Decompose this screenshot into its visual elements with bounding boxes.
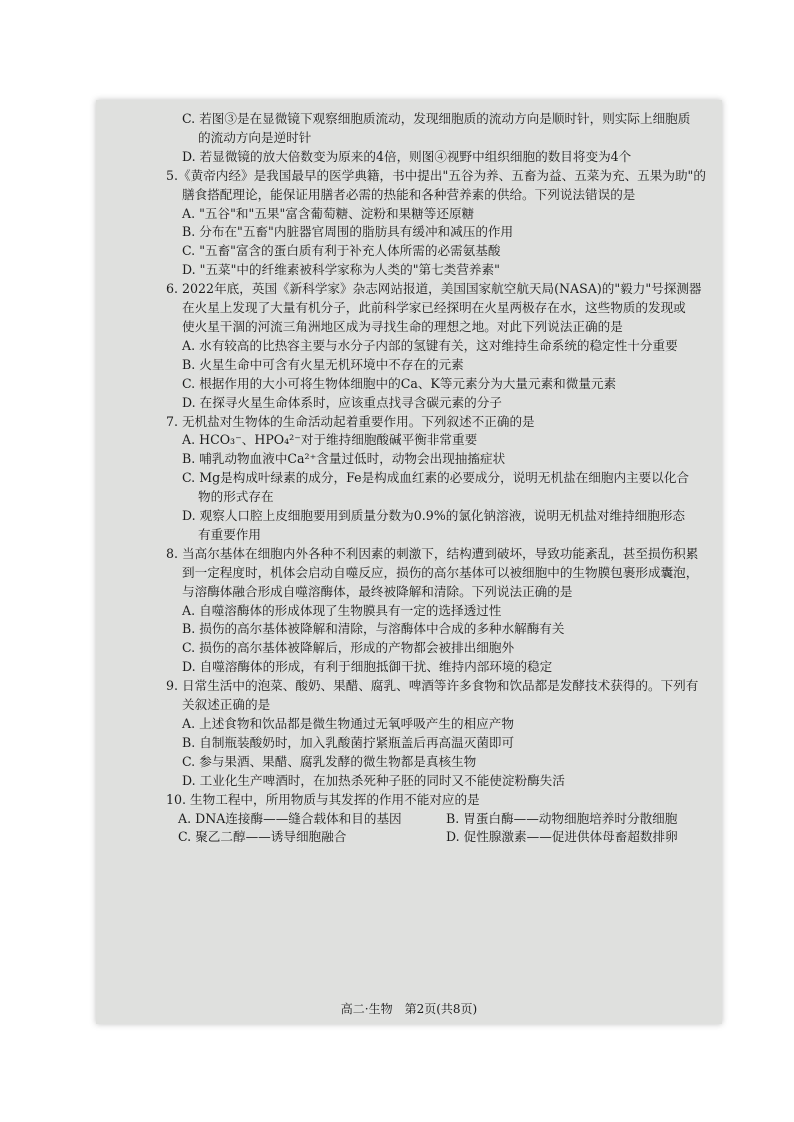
text-line: C. 若图③是在显微镜下观察细胞质流动，发现细胞质的流动方向是顺时针，则实际上细胞质 — [182, 111, 691, 126]
text-line: D. 工业化生产啤酒时，在加热杀死种子胚的同时又不能使淀粉酶失活 — [182, 772, 565, 788]
text-line: 与溶酶体融合形成自噬溶酶体，最终被降解和清除。下列说法正确的是 — [182, 583, 573, 599]
text-line: 5.《黄帝内经》是我国最早的医学典籍，书中提出"五谷为养、五畜为益、五菜为充、五果为助"的 — [166, 167, 706, 183]
option-left: A. DNA连接酶——缝合载体和目的基因 — [178, 810, 402, 826]
text-line: 10. 生物工程中，所用物质与其发挥的作用不能对应的是 — [166, 791, 480, 807]
page-footer: 高二·生物 第2页(共8页) — [340, 1002, 478, 1016]
text-line: A. 水有较高的比热容主要与水分子内部的氢键有关，这对维持生命系统的稳定性十分重要 — [182, 337, 678, 353]
text-line: B. 火星生命中可含有火星无机环境中不存在的元素 — [182, 356, 464, 372]
text-line: D. 在探寻火星生命体系时，应该重点找寻含碳元素的分子 — [182, 394, 502, 410]
text-line: A. 上述食物和饮品都是微生物通过无氧呼吸产生的相应产物 — [182, 716, 514, 731]
text-line: D. 观察人口腔上皮细胞要用到质量分数为0.9%的氯化钠溶液，说明无机盐对维持细胞形态 — [182, 508, 686, 524]
option-row — [166, 810, 716, 829]
text-line: 物的形式存在 — [198, 489, 274, 505]
text-line: C. Mg是构成叶绿素的成分，Fe是构成血红素的必要成分，说明无机盐在细胞内主要以化合 — [182, 470, 690, 486]
text-line: B. 自制瓶装酸奶时，加入乳酸菌拧紧瓶盖后再高温灭菌即可 — [182, 734, 515, 750]
text-line: D. 若显微镜的放大倍数变为原来的4倍，则图④视野中组织细胞的数目将变为4个 — [182, 148, 632, 164]
text-line: 使火星干涸的河流三角洲地区成为寻找生命的理想之地。对此下列说法正确的是 — [182, 318, 623, 334]
text-line: C. 根据作用的大小可将生物体细胞中的Ca、K等元素分为大量元素和微量元素 — [182, 375, 617, 391]
text-line: D. "五菜"中的纤维素被科学家称为人类的"第七类营养素" — [182, 262, 500, 278]
text-line: A. 自噬溶酶体的形成体现了生物膜具有一定的选择透过性 — [182, 602, 502, 618]
text-line: A. "五谷"和"五果"富含葡萄糖、淀粉和果糖等还原糖 — [182, 205, 475, 221]
option-right: B. 胃蛋白酶——动物细胞培养时分散细胞 — [446, 810, 678, 826]
text-line: C. "五畜"富含的蛋白质有利于补充人体所需的必需氨基酸 — [182, 243, 501, 259]
text-line: 7. 无机盐对生物体的生命活动起着重要作用。下列叙述不正确的是 — [166, 413, 535, 429]
text-line: 在火星上发现了大量有机分子，此前科学家已经探明在火星两极存在水，这些物质的发现或 — [182, 300, 686, 316]
text-line: D. 自噬溶酶体的形成，有利于细胞抵御干扰、维持内部环境的稳定 — [182, 659, 553, 675]
option-row — [166, 828, 716, 847]
text-line: 关叙述正确的是 — [182, 697, 271, 713]
text-line: 有重要作用 — [198, 526, 261, 542]
option-left: C. 聚乙二醇——诱导细胞融合 — [178, 829, 347, 845]
text-line: 到一定程度时，机体会启动自噬反应，损伤的高尔基体可以被细胞中的生物膜包裹形成囊泡， — [182, 564, 699, 580]
text-line: 6. 2022年底，英国《新科学家》杂志网站报道，美国国家航空航天局(NASA)的"毅力"号探测器 — [166, 281, 702, 297]
text-line: B. 哺乳动物血液中Ca²⁺含量过低时，动物会出现抽搐症状 — [182, 451, 506, 467]
text-line: B. 损伤的高尔基体被降解和清除，与溶酶体中合成的多种水解酶有关 — [182, 621, 565, 637]
text-line: C. 参与果酒、果醋、腐乳发酵的微生物都是真核生物 — [182, 753, 477, 769]
exam-page — [96, 100, 722, 1024]
text-line: 8. 当高尔基体在细胞内外各种不利因素的刺激下，结构遭到破坏，导致功能紊乱，甚至损伤积累 — [166, 545, 699, 561]
option-right: D. 促性腺激素——促进供体母畜超数排卵 — [446, 829, 678, 845]
text-line: A. HCO₃⁻、HPO₄²⁻对于维持细胞酸碱平衡非常重要 — [182, 432, 478, 448]
text-line: 的流动方向是逆时针 — [198, 129, 312, 145]
text-line: B. 分布在"五畜"内脏器官周围的脂肪具有缓冲和减压的作用 — [182, 224, 514, 240]
text-line: 9. 日常生活中的泡菜、酸奶、果醋、腐乳、啤酒等许多食物和饮品都是发酵技术获得的。下列有 — [166, 678, 699, 694]
text-line: 膳食搭配理论，能保证用膳者必需的热能和各种营养素的供给。下列说法错误的是 — [182, 186, 636, 202]
question-body — [166, 110, 716, 847]
text-line: C. 损伤的高尔基体被降解后，形成的产物都会被排出细胞外 — [182, 640, 515, 656]
